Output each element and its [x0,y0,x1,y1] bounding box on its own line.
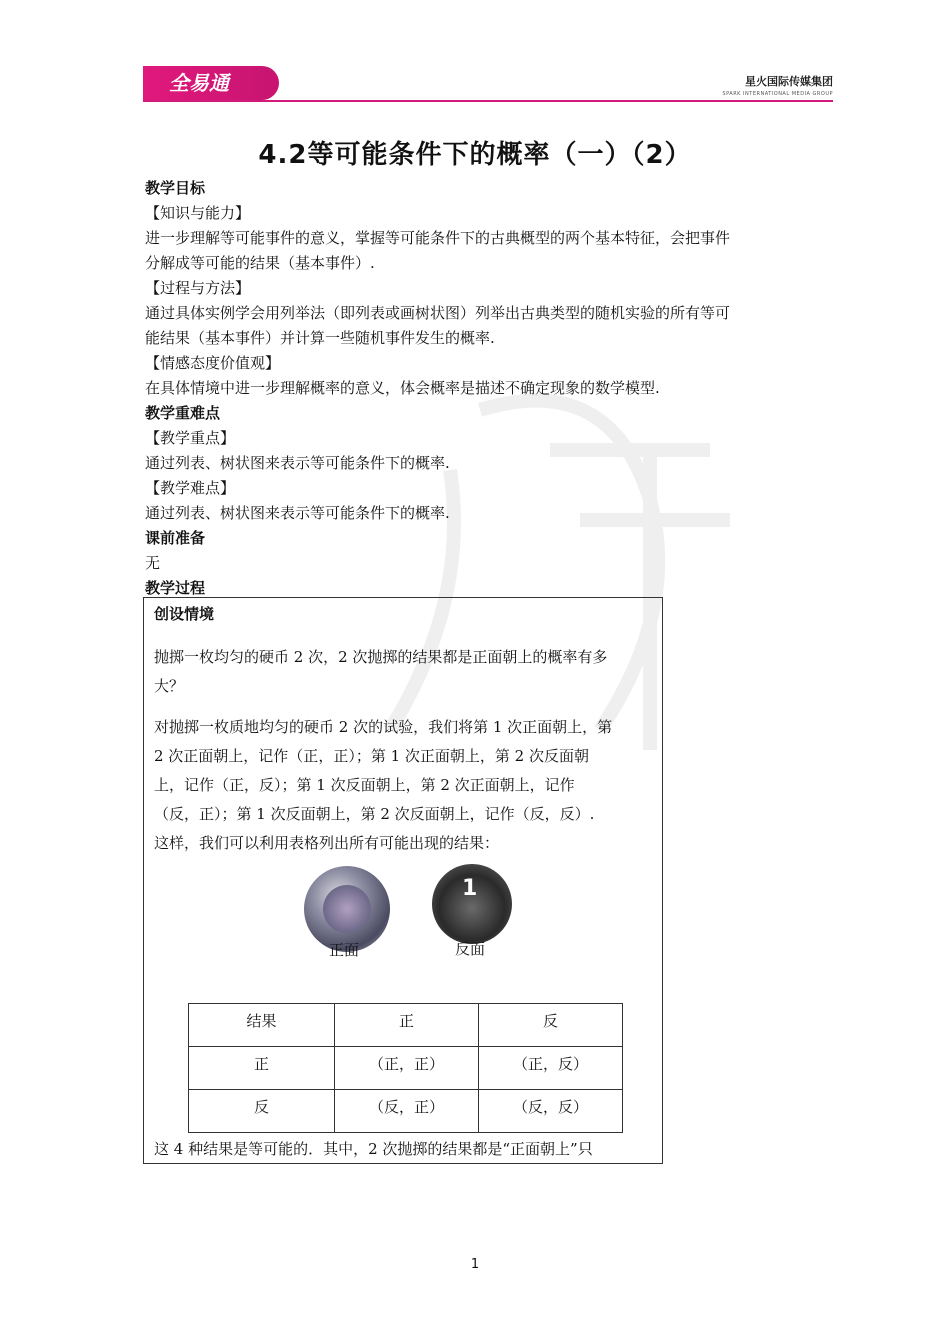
table-header-row [189,1004,623,1047]
table-row [189,1090,623,1133]
brand-block [700,73,833,97]
table-header-cell: 反 [479,1004,623,1047]
question-line-2: 大？ [154,677,185,695]
difficult-line: 通过列表、树状图来表示等可能条件下的概率. [145,504,450,522]
difficult-tag: 【教学难点】 [145,479,236,497]
outcome-table [188,1003,623,1133]
key-tag: 【教学重点】 [145,429,236,447]
page-number: 1 [470,1257,480,1272]
scenario-heading: 创设情境 [154,605,215,623]
paragraph-line-1: 对抛掷一枚质地均匀的硬币 2 次的试验，我们将第 1 次正面朝上，第 [154,718,613,736]
header-divider [143,100,833,102]
question-line-1: 抛掷一枚均匀的硬币 2 次，2 次抛掷的结果都是正面朝上的概率有多 [154,648,608,666]
coin-back-label: 反面 [455,940,486,958]
logo-text: 全易通 [169,71,229,95]
table-cell: （反，正） [335,1090,479,1133]
process-line-1: 通过具体实例学会用列举法（即列表或画树状图）列举出古典类型的随机实验的所有等可 [145,304,731,322]
coin-emblem [323,885,371,933]
table-cell: 正 [189,1047,335,1090]
process-line-2: 能结果（基本事件）并计算一些随机事件发生的概率. [145,329,495,347]
brand-name-cn: 星火国际传媒集团 [745,75,833,88]
table-cell: 反 [189,1090,335,1133]
paragraph-line-2: 2 次正面朝上，记作（正，正）；第 1 次正面朝上，第 2 次反面朝 [154,747,589,765]
knowledge-line-1: 进一步理解等可能事件的意义，掌握等可能条件下的古典概型的两个基本特征，会把事件 [145,229,731,247]
paragraph-line-4: （反，正）；第 1 次反面朝上，第 2 次反面朝上，记作（反，反）. [154,805,595,823]
prep-heading: 课前准备 [145,529,206,547]
brand-name-en: SPARK INTERNATIONAL MEDIA GROUP [722,91,833,97]
keypoints-heading: 教学重难点 [145,404,221,422]
coin-front-label: 正面 [329,941,360,959]
coin-back-value: 1 [462,876,478,901]
attitude-tag: 【情感态度价值观】 [145,354,281,372]
attitude-line-1: 在具体情境中进一步理解概率的意义，体会概率是描述不确定现象的数学模型. [145,379,660,397]
paragraph-line-5: 这样，我们可以利用表格列出所有可能出现的结果： [154,834,500,852]
process-tag: 【过程与方法】 [145,279,251,297]
process-heading: 教学过程 [145,579,206,597]
table-header-cell: 结果 [189,1004,335,1047]
table-row [189,1047,623,1090]
coin-back-image [432,864,512,944]
scenario-box [143,597,663,1164]
knowledge-tag: 【知识与能力】 [145,204,251,222]
table-header-cell: 正 [335,1004,479,1047]
table-cell: （正，正） [335,1047,479,1090]
prep-value: 无 [145,554,161,572]
knowledge-line-2: 分解成等可能的结果（基本事件）. [145,254,375,272]
page-title: 4.2等可能条件下的概率（一）（2） [258,140,692,170]
table-cell: （正，反） [479,1047,623,1090]
paragraph-line-3: 上，记作（正，反）；第 1 次反面朝上，第 2 次正面朝上，记作 [154,776,575,794]
table-cell: （反，反） [479,1090,623,1133]
logo-badge [143,66,279,100]
key-line: 通过列表、树状图来表示等可能条件下的概率. [145,454,450,472]
conclusion-line: 这 4 种结果是等可能的．其中，2 次抛掷的结果都是“正面朝上”只 [154,1140,593,1158]
goals-heading: 教学目标 [145,179,206,197]
